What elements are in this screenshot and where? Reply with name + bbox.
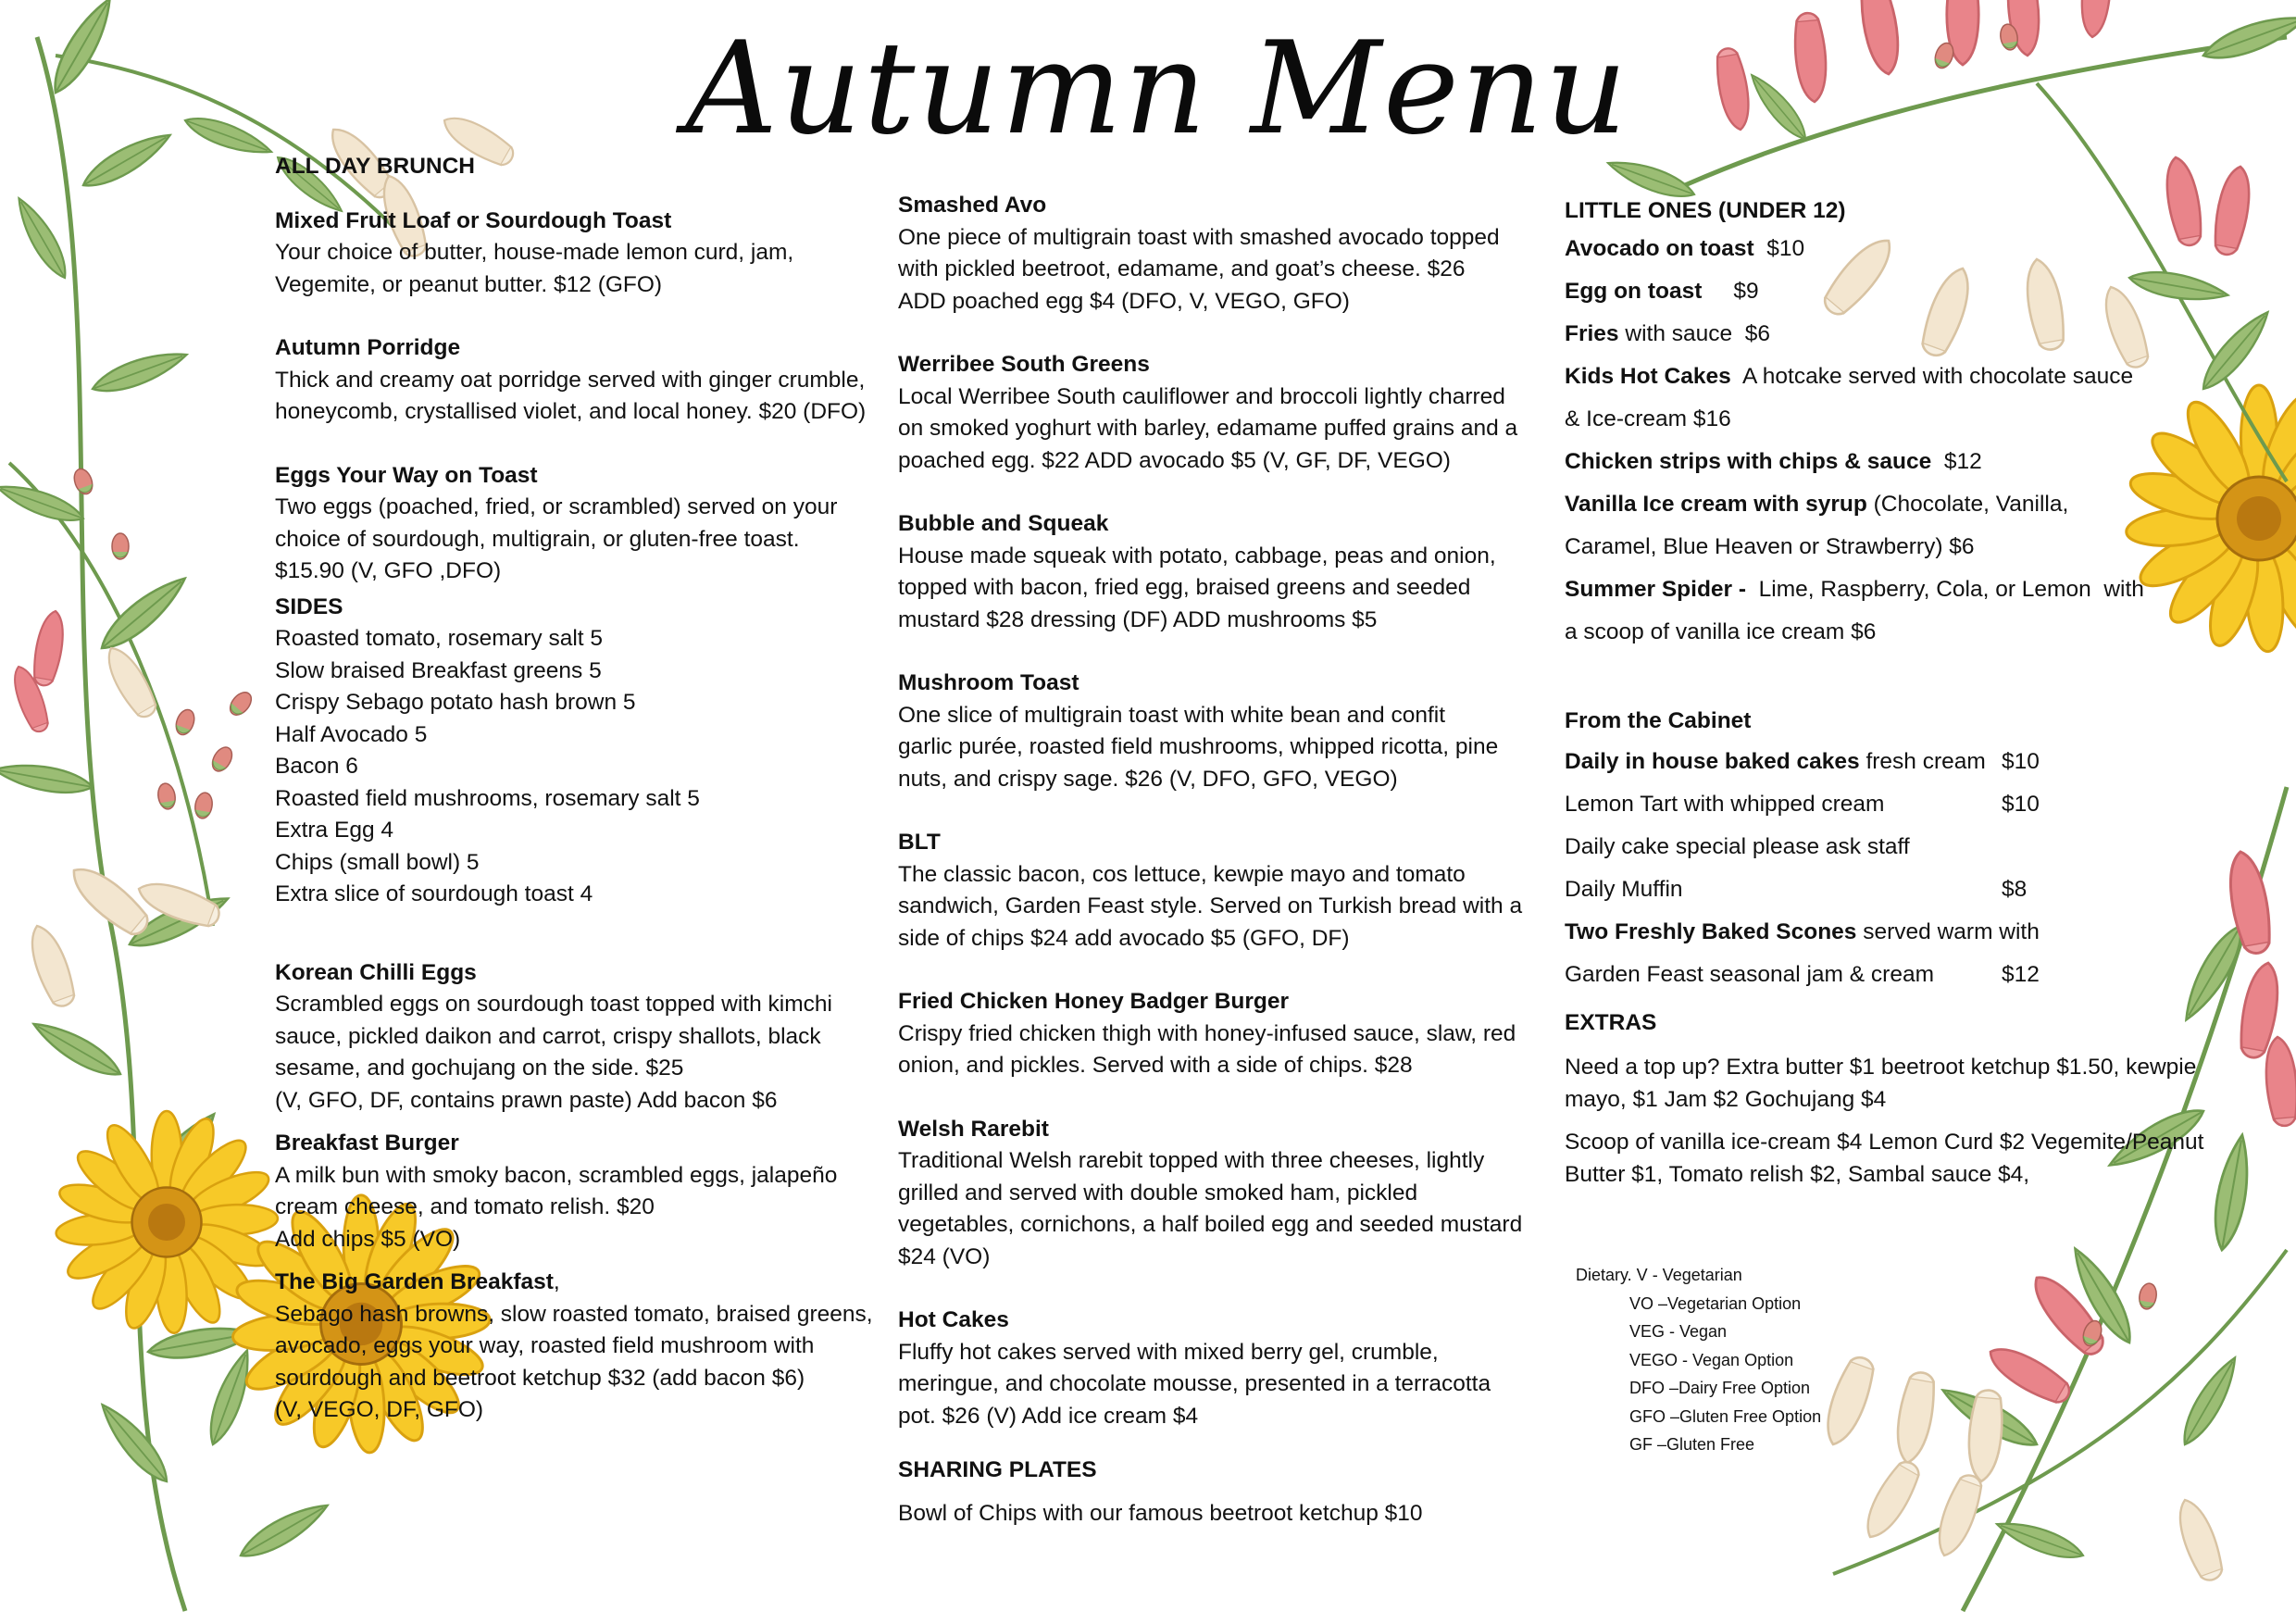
menu-item-desc: side of chips $24 add avocado $5 (GFO, DF) bbox=[898, 925, 1350, 951]
item-price: $10 bbox=[2002, 749, 2040, 774]
page-title: Autumn Menu bbox=[685, 14, 1629, 163]
list-item: Chips (small bowl) 5 bbox=[275, 849, 480, 875]
legend-item: VEG - Vegan bbox=[1629, 1322, 1728, 1341]
legend-item: Dietary. V - Vegetarian bbox=[1576, 1266, 1742, 1284]
item-detail: with sauce $6 bbox=[1618, 321, 1770, 346]
item-detail: $9 bbox=[1702, 279, 1759, 304]
menu-item bbox=[275, 460, 886, 588]
section-heading: ALL DAY BRUNCH bbox=[275, 154, 475, 179]
list-item bbox=[1565, 868, 2157, 911]
menu-item bbox=[898, 986, 1528, 1082]
list-item: Crispy Sebago potato hash brown 5 bbox=[275, 690, 636, 715]
menu-item bbox=[898, 1305, 1528, 1432]
menu-item-desc: Bowl of Chips with our famous beetroot ketchup $10 bbox=[898, 1500, 1423, 1526]
menu-item-desc: Sebago hash browns, slow roasted tomato, braised greens, bbox=[275, 1301, 873, 1327]
list-item: Half Avocado 5 bbox=[275, 721, 428, 747]
menu-item-desc: avocado, eggs your way, roasted field mushroom with bbox=[275, 1333, 815, 1358]
list-item: Extra slice of sourdough toast 4 bbox=[275, 881, 593, 906]
menu-item-desc: Thick and creamy oat porridge served with ginger crumble, bbox=[275, 367, 866, 393]
menu-item-name: Breakfast Burger bbox=[275, 1131, 459, 1156]
menu-item-desc: $24 (VO) bbox=[898, 1243, 991, 1269]
menu-item-desc: vegetables, cornichons, a half boiled egg and seeded mustard bbox=[898, 1212, 1523, 1237]
menu-item bbox=[275, 957, 886, 1118]
item-name: Avocado on toast bbox=[1565, 236, 1754, 261]
menu-item-desc: Crispy fried chicken thigh with honey-infused sauce, slaw, red bbox=[898, 1020, 1516, 1046]
menu-item-desc: poached egg. $22 ADD avocado $5 (V, GF, DF, VEGO) bbox=[898, 447, 1451, 473]
item-name: Egg on toast bbox=[1565, 279, 1703, 304]
item-name: Two Freshly Baked Scones bbox=[1565, 919, 1857, 944]
sharing-plates bbox=[898, 1455, 1528, 1530]
menu-item-desc: onion, and pickles. Served with a side of chips. $28 bbox=[898, 1053, 1413, 1078]
menu-item-desc: (V, GFO, DF, contains prawn paste) Add bacon $6 bbox=[275, 1087, 778, 1113]
menu-item bbox=[275, 206, 886, 302]
column-mains bbox=[898, 190, 1528, 1530]
menu-item-desc: $15.90 (V, GFO ,DFO) bbox=[275, 558, 502, 583]
menu-item-desc: sandwich, Garden Feast style. Served on Turkish bread with a bbox=[898, 893, 1523, 918]
item-detail: Daily Muffin bbox=[1565, 877, 1683, 902]
list-item: Roasted tomato, rosemary salt 5 bbox=[275, 626, 604, 651]
menu-item bbox=[898, 827, 1528, 955]
menu-item-name: Mixed Fruit Loaf or Sourdough Toast bbox=[275, 207, 672, 233]
menu-item-desc: A milk bun with smoky bacon, scrambled eggs, jalapeño bbox=[275, 1162, 838, 1188]
menu-item bbox=[898, 190, 1528, 318]
list-item bbox=[1565, 313, 2157, 356]
list-item bbox=[1565, 611, 2157, 654]
extras-desc: Scoop of vanilla ice-cream $4 Lemon Curd $2 Vegemite/Peanut bbox=[1565, 1130, 2204, 1155]
list-item bbox=[1565, 954, 2157, 996]
list-item: Slow braised Breakfast greens 5 bbox=[275, 657, 602, 683]
list-item bbox=[1565, 783, 2157, 826]
list-item bbox=[1565, 911, 2157, 954]
list-item bbox=[1565, 483, 2157, 526]
menu-item-name-suffix: , bbox=[553, 1269, 560, 1294]
item-price: $12 bbox=[2002, 962, 2040, 987]
list-item bbox=[1565, 526, 2157, 568]
dietary-legend bbox=[1576, 1261, 1821, 1459]
list-item: Roasted field mushrooms, rosemary salt 5 bbox=[275, 785, 700, 811]
menu-item-desc: (V, VEGO, DF, GFO) bbox=[275, 1397, 484, 1422]
item-name: Summer Spider - bbox=[1565, 577, 1747, 602]
item-name: Chicken strips with chips & sauce bbox=[1565, 449, 1932, 474]
menu-item-desc: Add chips $5 (VO) bbox=[275, 1226, 461, 1252]
menu-item-desc: sauce, pickled daikon and carrot, crispy shallots, black bbox=[275, 1023, 821, 1049]
item-detail: Lime, Raspberry, Cola, or Lemon with bbox=[1746, 577, 2144, 602]
menu-item-desc: Scrambled eggs on sourdough toast topped with kimchi bbox=[275, 992, 832, 1017]
item-name: Daily in house baked cakes bbox=[1565, 749, 1860, 774]
menu-item bbox=[275, 1267, 886, 1427]
legend-item: VEGO - Vegan Option bbox=[1629, 1350, 1794, 1369]
item-price: $8 bbox=[2002, 877, 2028, 902]
menu-item-desc: garlic purée, roasted field mushrooms, whipped ricotta, pine bbox=[898, 734, 1499, 759]
menu-item-desc: Fluffy hot cakes served with mixed berry gel, crumble, bbox=[898, 1339, 1439, 1365]
menu-item-name: Smashed Avo bbox=[898, 193, 1047, 218]
menu-item-name: The Big Garden Breakfast bbox=[275, 1269, 554, 1294]
item-detail: A hotcake served with chocolate sauce bbox=[1730, 364, 2134, 389]
menu-item bbox=[275, 332, 886, 429]
item-name: Vanilla Ice cream with syrup bbox=[1565, 492, 1867, 517]
menu-item-desc: choice of sourdough, multigrain, or gluten-free toast. bbox=[275, 526, 800, 552]
menu-item-desc: sesame, and gochujang on the side. $25 bbox=[275, 1056, 684, 1081]
menu-item bbox=[898, 668, 1528, 795]
item-name: Fries bbox=[1565, 321, 1619, 346]
item-price: $10 bbox=[2002, 792, 2040, 817]
menu-item-desc: House made squeak with potato, cabbage, peas and onion, bbox=[898, 543, 1496, 568]
menu-item-desc: One slice of multigrain toast with white bean and confit bbox=[898, 702, 1446, 728]
extras-desc: mayo, $1 Jam $2 Gochujang $4 bbox=[1565, 1086, 1887, 1112]
menu-item-desc: The classic bacon, cos lettuce, kewpie mayo and tomato bbox=[898, 861, 1466, 887]
menu-item-desc: ADD poached egg $4 (DFO, V, VEGO, GFO) bbox=[898, 288, 1350, 314]
list-item bbox=[1565, 228, 2157, 270]
item-detail: Daily cake special please ask staff bbox=[1565, 834, 1910, 859]
item-detail: Lemon Tart with whipped cream bbox=[1565, 792, 1885, 817]
item-detail: a scoop of vanilla ice cream $6 bbox=[1565, 619, 1877, 644]
item-detail: served warm with bbox=[1856, 919, 2040, 944]
menu-item-desc: on smoked yoghurt with barley, edamame puffed grains and a bbox=[898, 416, 1518, 441]
section-heading: EXTRAS bbox=[1565, 1010, 1657, 1035]
legend-item: GF –Gluten Free bbox=[1629, 1435, 1755, 1454]
menu-item-desc: sourdough and beetroot ketchup $32 (add bacon $6) bbox=[275, 1365, 805, 1391]
section-heading: SIDES bbox=[275, 593, 343, 619]
legend-item: DFO –Dairy Free Option bbox=[1629, 1379, 1811, 1397]
item-name: Kids Hot Cakes bbox=[1565, 364, 1731, 389]
menu-item-desc: nuts, and crispy sage. $26 (V, DFO, GFO, VEGO) bbox=[898, 766, 1398, 792]
menu-item-desc: mustard $28 dressing (DF) ADD mushrooms $5 bbox=[898, 606, 1378, 632]
extras-desc: Need a top up? Extra butter $1 beetroot ketchup $1.50, kewpie bbox=[1565, 1055, 2197, 1080]
list-item bbox=[1565, 741, 2157, 783]
menu-item-name: Korean Chilli Eggs bbox=[275, 959, 477, 985]
menu-item-name: BLT bbox=[898, 830, 941, 855]
menu-item-desc: honeycomb, crystallised violet, and local honey. $20 (DFO) bbox=[275, 399, 867, 424]
menu-item-desc: meringue, and chocolate mousse, presented in a terracotta bbox=[898, 1371, 1491, 1396]
menu-item-name: Mushroom Toast bbox=[898, 670, 1079, 695]
section-heading: From the Cabinet bbox=[1565, 708, 1752, 733]
list-item bbox=[1565, 398, 2157, 441]
menu-item bbox=[898, 1114, 1528, 1274]
menu-item bbox=[275, 1128, 886, 1255]
menu-item-name: Fried Chicken Honey Badger Burger bbox=[898, 989, 1290, 1014]
item-detail: Garden Feast seasonal jam & cream bbox=[1565, 962, 1934, 987]
sides-list bbox=[275, 592, 886, 911]
list-item bbox=[1565, 826, 2157, 868]
menu-item-desc: grilled and served with double smoked ham, pickled bbox=[898, 1180, 1418, 1206]
menu-item-desc: pot. $26 (V) Add ice cream $4 bbox=[898, 1403, 1199, 1429]
item-detail: fresh cream bbox=[1859, 749, 1986, 774]
item-detail: (Chocolate, Vanilla, bbox=[1866, 492, 2069, 517]
extras-desc: Butter $1, Tomato relish $2, Sambal sauce $4, bbox=[1565, 1161, 2030, 1187]
column-all-day-brunch bbox=[275, 151, 886, 1458]
list-item bbox=[1565, 270, 2157, 313]
item-detail: & Ice-cream $16 bbox=[1565, 406, 1731, 431]
item-detail: $12 bbox=[1931, 449, 1982, 474]
menu-item-name: Welsh Rarebit bbox=[898, 1116, 1049, 1142]
legend-item: VO –Vegetarian Option bbox=[1629, 1293, 1802, 1313]
list-item: Bacon 6 bbox=[275, 754, 358, 779]
legend-item: GFO –Gluten Free Option bbox=[1629, 1406, 1822, 1426]
list-item bbox=[1565, 441, 2157, 483]
menu-item-name: Bubble and Squeak bbox=[898, 511, 1109, 536]
menu-item-desc: Vegemite, or peanut butter. $12 (GFO) bbox=[275, 271, 663, 297]
menu-item-desc: Two eggs (poached, fried, or scrambled) served on your bbox=[275, 494, 838, 519]
item-detail: Caramel, Blue Heaven or Strawberry) $6 bbox=[1565, 534, 1975, 559]
menu-item-desc: with pickled beetroot, edamame, and goat’s cheese. $26 bbox=[898, 256, 1466, 281]
menu-item bbox=[898, 349, 1528, 477]
menu-item-name: Autumn Porridge bbox=[275, 335, 461, 360]
item-detail: $10 bbox=[1753, 236, 1805, 261]
menu-item bbox=[898, 508, 1528, 636]
menu-item-name: Werribee South Greens bbox=[898, 352, 1150, 377]
menu-item-name: Hot Cakes bbox=[898, 1307, 1009, 1332]
menu-item-desc: One piece of multigrain toast with smashed avocado topped bbox=[898, 224, 1500, 250]
menu-item-desc: Local Werribee South cauliflower and broccoli lightly charred bbox=[898, 383, 1505, 409]
section-heading: SHARING PLATES bbox=[898, 1457, 1097, 1482]
column-little-ones bbox=[1565, 194, 2204, 1191]
list-item: Extra Egg 4 bbox=[275, 818, 394, 843]
menu-item-desc: Your choice of butter, house-made lemon curd, jam, bbox=[275, 240, 794, 265]
menu-item-desc: Traditional Welsh rarebit topped with three cheeses, lightly bbox=[898, 1148, 1485, 1173]
section-heading: LITTLE ONES (UNDER 12) bbox=[1565, 198, 1846, 223]
menu-item-desc: topped with bacon, fried egg, braised greens and seeded bbox=[898, 575, 1471, 600]
menu-item-name: Eggs Your Way on Toast bbox=[275, 462, 538, 488]
list-item bbox=[1565, 568, 2157, 611]
menu-item-desc: cream cheese, and tomato relish. $20 bbox=[275, 1194, 655, 1219]
list-item bbox=[1565, 356, 2157, 398]
